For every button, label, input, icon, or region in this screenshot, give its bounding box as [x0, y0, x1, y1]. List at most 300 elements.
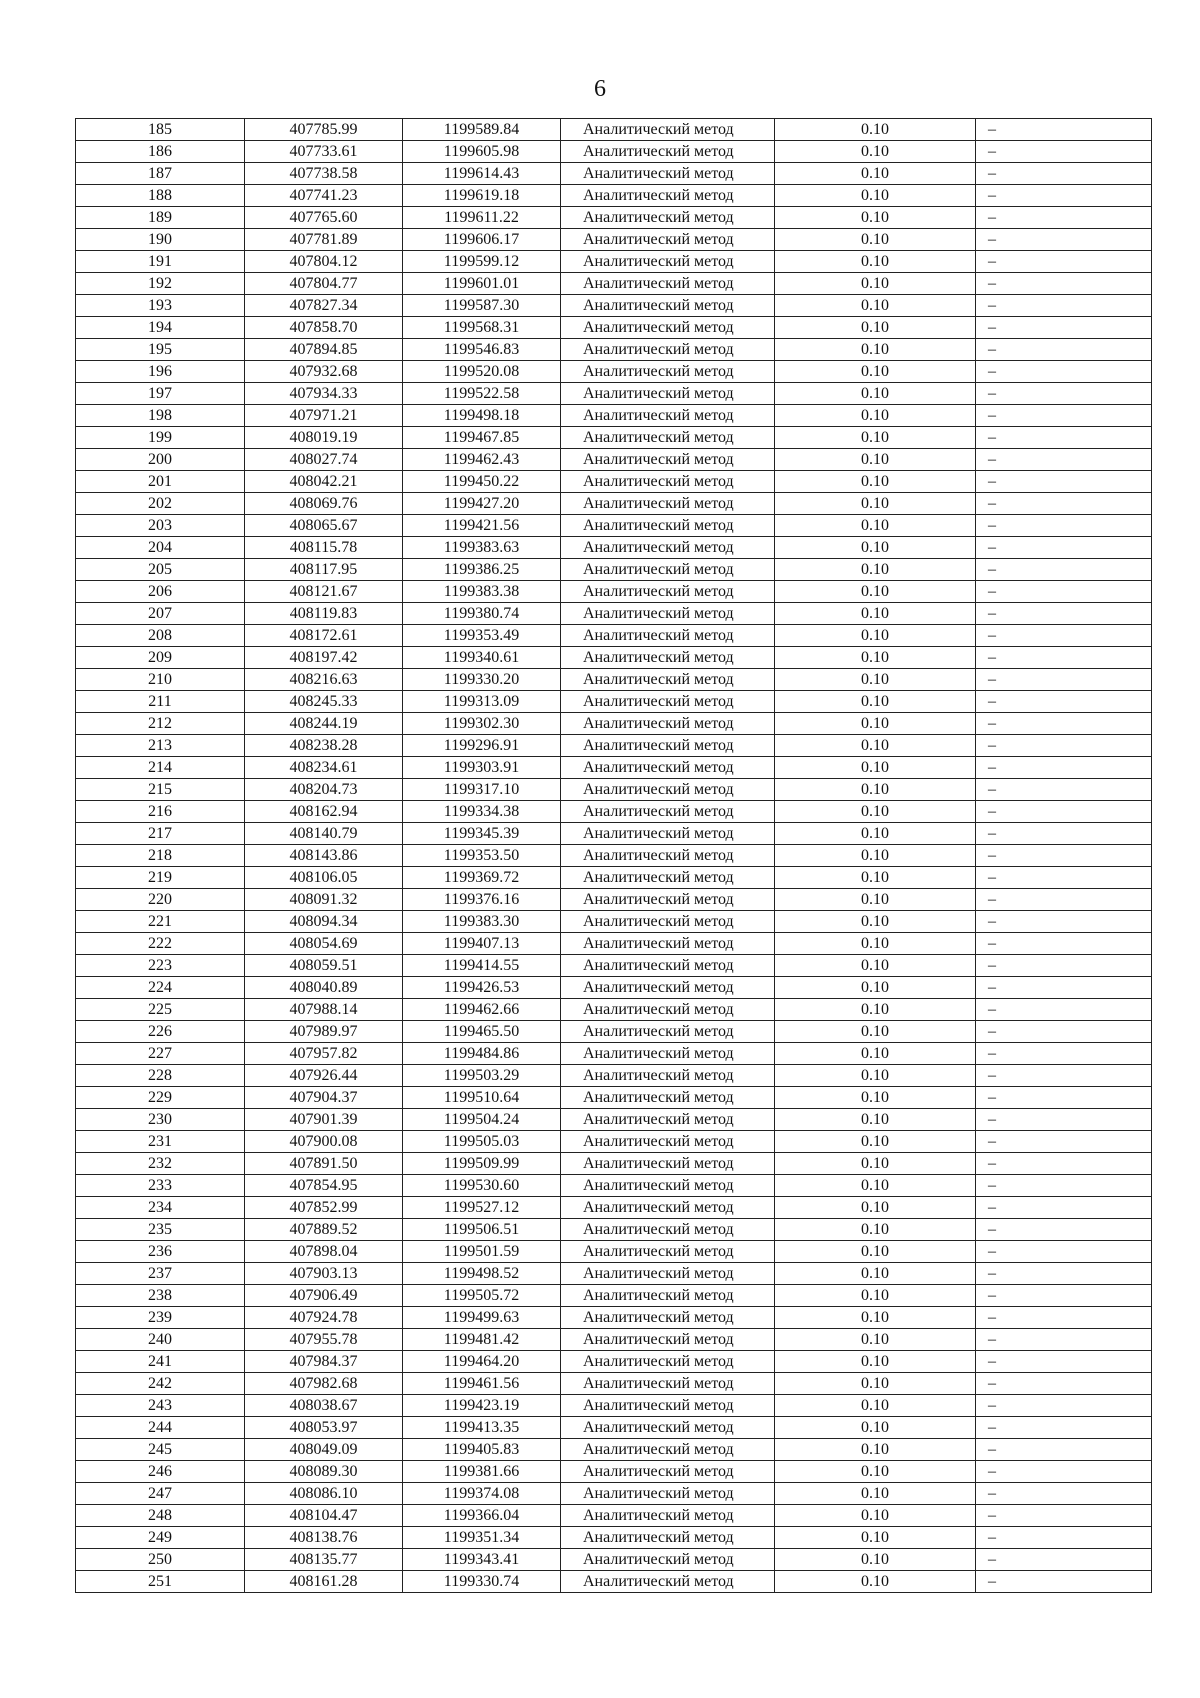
- x-coordinate-cell: 407900.08: [245, 1131, 403, 1153]
- point-number-cell: 212: [76, 713, 245, 735]
- point-number-cell: 204: [76, 537, 245, 559]
- table-row: [76, 251, 1152, 273]
- description-cell: –: [976, 1571, 1152, 1593]
- description-cell: –: [976, 1373, 1152, 1395]
- precision-cell: 0.10: [775, 1021, 976, 1043]
- x-coordinate-cell: 408135.77: [245, 1549, 403, 1571]
- point-number-cell: 239: [76, 1307, 245, 1329]
- table-row: [76, 559, 1152, 581]
- point-number-cell: 245: [76, 1439, 245, 1461]
- x-coordinate-cell: 408059.51: [245, 955, 403, 977]
- x-coordinate-cell: 408094.34: [245, 911, 403, 933]
- y-coordinate-cell: 1199505.72: [403, 1285, 561, 1307]
- precision-cell: 0.10: [775, 1175, 976, 1197]
- table-row: [76, 1153, 1152, 1175]
- y-coordinate-cell: 1199345.39: [403, 823, 561, 845]
- y-coordinate-cell: 1199296.91: [403, 735, 561, 757]
- point-number-cell: 206: [76, 581, 245, 603]
- y-coordinate-cell: 1199499.63: [403, 1307, 561, 1329]
- precision-cell: 0.10: [775, 581, 976, 603]
- x-coordinate-cell: 407971.21: [245, 405, 403, 427]
- y-coordinate-cell: 1199351.34: [403, 1527, 561, 1549]
- precision-cell: 0.10: [775, 1087, 976, 1109]
- method-cell: Аналитический метод: [561, 1241, 775, 1263]
- precision-cell: 0.10: [775, 1351, 976, 1373]
- method-cell: Аналитический метод: [561, 1505, 775, 1527]
- table-row: [76, 207, 1152, 229]
- y-coordinate-cell: 1199405.83: [403, 1439, 561, 1461]
- point-number-cell: 210: [76, 669, 245, 691]
- description-cell: –: [976, 823, 1152, 845]
- x-coordinate-cell: 407889.52: [245, 1219, 403, 1241]
- table-row: [76, 1263, 1152, 1285]
- x-coordinate-cell: 407898.04: [245, 1241, 403, 1263]
- precision-cell: 0.10: [775, 603, 976, 625]
- y-coordinate-cell: 1199383.30: [403, 911, 561, 933]
- method-cell: Аналитический метод: [561, 1439, 775, 1461]
- method-cell: Аналитический метод: [561, 845, 775, 867]
- y-coordinate-cell: 1199522.58: [403, 383, 561, 405]
- x-coordinate-cell: 408143.86: [245, 845, 403, 867]
- point-number-cell: 209: [76, 647, 245, 669]
- method-cell: Аналитический метод: [561, 735, 775, 757]
- description-cell: –: [976, 603, 1152, 625]
- method-cell: Аналитический метод: [561, 1395, 775, 1417]
- x-coordinate-cell: 408038.67: [245, 1395, 403, 1417]
- x-coordinate-cell: 407932.68: [245, 361, 403, 383]
- description-cell: –: [976, 977, 1152, 999]
- table-row: [76, 229, 1152, 251]
- method-cell: Аналитический метод: [561, 1043, 775, 1065]
- table-row: [76, 977, 1152, 999]
- x-coordinate-cell: 407733.61: [245, 141, 403, 163]
- description-cell: –: [976, 889, 1152, 911]
- point-number-cell: 244: [76, 1417, 245, 1439]
- point-number-cell: 214: [76, 757, 245, 779]
- point-number-cell: 221: [76, 911, 245, 933]
- table-row: [76, 449, 1152, 471]
- precision-cell: 0.10: [775, 207, 976, 229]
- y-coordinate-cell: 1199343.41: [403, 1549, 561, 1571]
- description-cell: –: [976, 735, 1152, 757]
- x-coordinate-cell: 407903.13: [245, 1263, 403, 1285]
- y-coordinate-cell: 1199369.72: [403, 867, 561, 889]
- description-cell: –: [976, 119, 1152, 141]
- point-number-cell: 232: [76, 1153, 245, 1175]
- method-cell: Аналитический метод: [561, 185, 775, 207]
- point-number-cell: 216: [76, 801, 245, 823]
- precision-cell: 0.10: [775, 735, 976, 757]
- precision-cell: 0.10: [775, 339, 976, 361]
- x-coordinate-cell: 408244.19: [245, 713, 403, 735]
- method-cell: Аналитический метод: [561, 119, 775, 141]
- x-coordinate-cell: 408115.78: [245, 537, 403, 559]
- x-coordinate-cell: 407738.58: [245, 163, 403, 185]
- method-cell: Аналитический метод: [561, 1087, 775, 1109]
- precision-cell: 0.10: [775, 559, 976, 581]
- table-row: [76, 1373, 1152, 1395]
- x-coordinate-cell: 407988.14: [245, 999, 403, 1021]
- y-coordinate-cell: 1199380.74: [403, 603, 561, 625]
- precision-cell: 0.10: [775, 1065, 976, 1087]
- description-cell: –: [976, 933, 1152, 955]
- point-number-cell: 187: [76, 163, 245, 185]
- x-coordinate-cell: 408117.95: [245, 559, 403, 581]
- description-cell: –: [976, 779, 1152, 801]
- y-coordinate-cell: 1199505.03: [403, 1131, 561, 1153]
- x-coordinate-cell: 408049.09: [245, 1439, 403, 1461]
- method-cell: Аналитический метод: [561, 779, 775, 801]
- method-cell: Аналитический метод: [561, 383, 775, 405]
- precision-cell: 0.10: [775, 1505, 976, 1527]
- y-coordinate-cell: 1199568.31: [403, 317, 561, 339]
- table-row: [76, 889, 1152, 911]
- description-cell: –: [976, 1175, 1152, 1197]
- x-coordinate-cell: 407765.60: [245, 207, 403, 229]
- description-cell: –: [976, 317, 1152, 339]
- description-cell: –: [976, 1285, 1152, 1307]
- point-number-cell: 233: [76, 1175, 245, 1197]
- x-coordinate-cell: 408234.61: [245, 757, 403, 779]
- description-cell: –: [976, 1263, 1152, 1285]
- method-cell: Аналитический метод: [561, 603, 775, 625]
- point-number-cell: 207: [76, 603, 245, 625]
- table-row: [76, 669, 1152, 691]
- x-coordinate-cell: 408197.42: [245, 647, 403, 669]
- y-coordinate-cell: 1199503.29: [403, 1065, 561, 1087]
- precision-cell: 0.10: [775, 537, 976, 559]
- y-coordinate-cell: 1199426.53: [403, 977, 561, 999]
- y-coordinate-cell: 1199498.52: [403, 1263, 561, 1285]
- description-cell: –: [976, 999, 1152, 1021]
- table-row: [76, 691, 1152, 713]
- precision-cell: 0.10: [775, 977, 976, 999]
- y-coordinate-cell: 1199465.50: [403, 1021, 561, 1043]
- description-cell: –: [976, 1131, 1152, 1153]
- precision-cell: 0.10: [775, 999, 976, 1021]
- y-coordinate-cell: 1199353.49: [403, 625, 561, 647]
- y-coordinate-cell: 1199498.18: [403, 405, 561, 427]
- y-coordinate-cell: 1199366.04: [403, 1505, 561, 1527]
- precision-cell: 0.10: [775, 229, 976, 251]
- point-number-cell: 235: [76, 1219, 245, 1241]
- x-coordinate-cell: 407955.78: [245, 1329, 403, 1351]
- method-cell: Аналитический метод: [561, 295, 775, 317]
- table-row: [76, 1021, 1152, 1043]
- description-cell: –: [976, 1395, 1152, 1417]
- y-coordinate-cell: 1199374.08: [403, 1483, 561, 1505]
- point-number-cell: 229: [76, 1087, 245, 1109]
- description-cell: –: [976, 669, 1152, 691]
- y-coordinate-cell: 1199407.13: [403, 933, 561, 955]
- y-coordinate-cell: 1199599.12: [403, 251, 561, 273]
- method-cell: Аналитический метод: [561, 361, 775, 383]
- x-coordinate-cell: 408119.83: [245, 603, 403, 625]
- y-coordinate-cell: 1199450.22: [403, 471, 561, 493]
- table-row: [76, 1131, 1152, 1153]
- method-cell: Аналитический метод: [561, 1483, 775, 1505]
- x-coordinate-cell: 408019.19: [245, 427, 403, 449]
- method-cell: Аналитический метод: [561, 207, 775, 229]
- y-coordinate-cell: 1199501.59: [403, 1241, 561, 1263]
- x-coordinate-cell: 408040.89: [245, 977, 403, 999]
- y-coordinate-cell: 1199353.50: [403, 845, 561, 867]
- precision-cell: 0.10: [775, 1439, 976, 1461]
- precision-cell: 0.10: [775, 845, 976, 867]
- precision-cell: 0.10: [775, 361, 976, 383]
- method-cell: Аналитический метод: [561, 691, 775, 713]
- table-row: [76, 735, 1152, 757]
- x-coordinate-cell: 407934.33: [245, 383, 403, 405]
- description-cell: –: [976, 251, 1152, 273]
- point-number-cell: 249: [76, 1527, 245, 1549]
- x-coordinate-cell: 408216.63: [245, 669, 403, 691]
- method-cell: Аналитический метод: [561, 713, 775, 735]
- precision-cell: 0.10: [775, 185, 976, 207]
- method-cell: Аналитический метод: [561, 757, 775, 779]
- method-cell: Аналитический метод: [561, 1021, 775, 1043]
- description-cell: –: [976, 1241, 1152, 1263]
- method-cell: Аналитический метод: [561, 647, 775, 669]
- table-row: [76, 933, 1152, 955]
- method-cell: Аналитический метод: [561, 889, 775, 911]
- precision-cell: 0.10: [775, 383, 976, 405]
- method-cell: Аналитический метод: [561, 1065, 775, 1087]
- x-coordinate-cell: 407827.34: [245, 295, 403, 317]
- description-cell: –: [976, 493, 1152, 515]
- x-coordinate-cell: 407804.12: [245, 251, 403, 273]
- point-number-cell: 237: [76, 1263, 245, 1285]
- precision-cell: 0.10: [775, 1307, 976, 1329]
- point-number-cell: 218: [76, 845, 245, 867]
- precision-cell: 0.10: [775, 141, 976, 163]
- method-cell: Аналитический метод: [561, 405, 775, 427]
- description-cell: –: [976, 1483, 1152, 1505]
- point-number-cell: 185: [76, 119, 245, 141]
- description-cell: –: [976, 757, 1152, 779]
- y-coordinate-cell: 1199605.98: [403, 141, 561, 163]
- description-cell: –: [976, 361, 1152, 383]
- point-number-cell: 234: [76, 1197, 245, 1219]
- method-cell: Аналитический метод: [561, 1351, 775, 1373]
- method-cell: Аналитический метод: [561, 823, 775, 845]
- table-row: [76, 1351, 1152, 1373]
- description-cell: –: [976, 1439, 1152, 1461]
- point-number-cell: 213: [76, 735, 245, 757]
- description-cell: –: [976, 1153, 1152, 1175]
- x-coordinate-cell: 407982.68: [245, 1373, 403, 1395]
- description-cell: –: [976, 1087, 1152, 1109]
- description-cell: –: [976, 845, 1152, 867]
- precision-cell: 0.10: [775, 1109, 976, 1131]
- x-coordinate-cell: 408091.32: [245, 889, 403, 911]
- point-number-cell: 238: [76, 1285, 245, 1307]
- precision-cell: 0.10: [775, 933, 976, 955]
- table-row: [76, 1571, 1152, 1593]
- point-number-cell: 215: [76, 779, 245, 801]
- y-coordinate-cell: 1199606.17: [403, 229, 561, 251]
- precision-cell: 0.10: [775, 779, 976, 801]
- x-coordinate-cell: 407785.99: [245, 119, 403, 141]
- description-cell: –: [976, 1043, 1152, 1065]
- table-row: [76, 757, 1152, 779]
- table-row: [76, 1329, 1152, 1351]
- description-cell: –: [976, 559, 1152, 581]
- method-cell: Аналитический метод: [561, 229, 775, 251]
- table-row: [76, 1505, 1152, 1527]
- precision-cell: 0.10: [775, 1329, 976, 1351]
- point-number-cell: 236: [76, 1241, 245, 1263]
- x-coordinate-cell: 408027.74: [245, 449, 403, 471]
- method-cell: Аналитический метод: [561, 1373, 775, 1395]
- point-number-cell: 242: [76, 1373, 245, 1395]
- y-coordinate-cell: 1199467.85: [403, 427, 561, 449]
- point-number-cell: 225: [76, 999, 245, 1021]
- method-cell: Аналитический метод: [561, 801, 775, 823]
- x-coordinate-cell: 407957.82: [245, 1043, 403, 1065]
- y-coordinate-cell: 1199530.60: [403, 1175, 561, 1197]
- y-coordinate-cell: 1199509.99: [403, 1153, 561, 1175]
- table-row: [76, 1087, 1152, 1109]
- description-cell: –: [976, 383, 1152, 405]
- method-cell: Аналитический метод: [561, 1263, 775, 1285]
- description-cell: –: [976, 427, 1152, 449]
- table-row: [76, 339, 1152, 361]
- x-coordinate-cell: 408104.47: [245, 1505, 403, 1527]
- table-row: [76, 405, 1152, 427]
- precision-cell: 0.10: [775, 471, 976, 493]
- y-coordinate-cell: 1199313.09: [403, 691, 561, 713]
- point-number-cell: 241: [76, 1351, 245, 1373]
- x-coordinate-cell: 408053.97: [245, 1417, 403, 1439]
- table-row: [76, 581, 1152, 603]
- x-coordinate-cell: 407901.39: [245, 1109, 403, 1131]
- description-cell: –: [976, 449, 1152, 471]
- method-cell: Аналитический метод: [561, 559, 775, 581]
- method-cell: Аналитический метод: [561, 1153, 775, 1175]
- table-row: [76, 273, 1152, 295]
- method-cell: Аналитический метод: [561, 625, 775, 647]
- x-coordinate-cell: 408054.69: [245, 933, 403, 955]
- coordinates-table-body: [76, 119, 1152, 1593]
- y-coordinate-cell: 1199376.16: [403, 889, 561, 911]
- precision-cell: 0.10: [775, 119, 976, 141]
- method-cell: Аналитический метод: [561, 493, 775, 515]
- method-cell: Аналитический метод: [561, 427, 775, 449]
- x-coordinate-cell: 407781.89: [245, 229, 403, 251]
- method-cell: Аналитический метод: [561, 1219, 775, 1241]
- table-row: [76, 537, 1152, 559]
- y-coordinate-cell: 1199527.12: [403, 1197, 561, 1219]
- description-cell: –: [976, 647, 1152, 669]
- point-number-cell: 228: [76, 1065, 245, 1087]
- description-cell: –: [976, 1307, 1152, 1329]
- x-coordinate-cell: 408204.73: [245, 779, 403, 801]
- x-coordinate-cell: 407854.95: [245, 1175, 403, 1197]
- point-number-cell: 190: [76, 229, 245, 251]
- y-coordinate-cell: 1199619.18: [403, 185, 561, 207]
- table-row: [76, 845, 1152, 867]
- precision-cell: 0.10: [775, 1571, 976, 1593]
- method-cell: Аналитический метод: [561, 955, 775, 977]
- y-coordinate-cell: 1199506.51: [403, 1219, 561, 1241]
- table-row: [76, 911, 1152, 933]
- point-number-cell: 200: [76, 449, 245, 471]
- y-coordinate-cell: 1199464.20: [403, 1351, 561, 1373]
- table-row: [76, 1549, 1152, 1571]
- y-coordinate-cell: 1199587.30: [403, 295, 561, 317]
- description-cell: –: [976, 229, 1152, 251]
- method-cell: Аналитический метод: [561, 515, 775, 537]
- method-cell: Аналитический метод: [561, 471, 775, 493]
- y-coordinate-cell: 1199423.19: [403, 1395, 561, 1417]
- description-cell: –: [976, 1351, 1152, 1373]
- y-coordinate-cell: 1199484.86: [403, 1043, 561, 1065]
- point-number-cell: 208: [76, 625, 245, 647]
- x-coordinate-cell: 407984.37: [245, 1351, 403, 1373]
- precision-cell: 0.10: [775, 1153, 976, 1175]
- point-number-cell: 220: [76, 889, 245, 911]
- method-cell: Аналитический метод: [561, 1417, 775, 1439]
- method-cell: Аналитический метод: [561, 581, 775, 603]
- table-row: [76, 1109, 1152, 1131]
- y-coordinate-cell: 1199386.25: [403, 559, 561, 581]
- description-cell: –: [976, 1021, 1152, 1043]
- precision-cell: 0.10: [775, 251, 976, 273]
- point-number-cell: 195: [76, 339, 245, 361]
- x-coordinate-cell: 408069.76: [245, 493, 403, 515]
- description-cell: –: [976, 1527, 1152, 1549]
- page-number: 6: [594, 76, 606, 102]
- x-coordinate-cell: 408161.28: [245, 1571, 403, 1593]
- y-coordinate-cell: 1199317.10: [403, 779, 561, 801]
- table-row: [76, 119, 1152, 141]
- precision-cell: 0.10: [775, 955, 976, 977]
- precision-cell: 0.10: [775, 317, 976, 339]
- point-number-cell: 197: [76, 383, 245, 405]
- table-row: [76, 867, 1152, 889]
- x-coordinate-cell: 407989.97: [245, 1021, 403, 1043]
- description-cell: –: [976, 405, 1152, 427]
- table-row: [76, 713, 1152, 735]
- point-number-cell: 199: [76, 427, 245, 449]
- precision-cell: 0.10: [775, 1241, 976, 1263]
- x-coordinate-cell: 408121.67: [245, 581, 403, 603]
- x-coordinate-cell: 407904.37: [245, 1087, 403, 1109]
- y-coordinate-cell: 1199614.43: [403, 163, 561, 185]
- table-row: [76, 317, 1152, 339]
- point-number-cell: 188: [76, 185, 245, 207]
- x-coordinate-cell: 407741.23: [245, 185, 403, 207]
- table-row: [76, 163, 1152, 185]
- precision-cell: 0.10: [775, 1219, 976, 1241]
- table-row: [76, 801, 1152, 823]
- precision-cell: 0.10: [775, 1549, 976, 1571]
- point-number-cell: 202: [76, 493, 245, 515]
- precision-cell: 0.10: [775, 1043, 976, 1065]
- table-row: [76, 515, 1152, 537]
- point-number-cell: 193: [76, 295, 245, 317]
- y-coordinate-cell: 1199504.24: [403, 1109, 561, 1131]
- y-coordinate-cell: 1199413.35: [403, 1417, 561, 1439]
- x-coordinate-cell: 407894.85: [245, 339, 403, 361]
- method-cell: Аналитический метод: [561, 867, 775, 889]
- y-coordinate-cell: 1199421.56: [403, 515, 561, 537]
- point-number-cell: 194: [76, 317, 245, 339]
- x-coordinate-cell: 408089.30: [245, 1461, 403, 1483]
- precision-cell: 0.10: [775, 295, 976, 317]
- precision-cell: 0.10: [775, 713, 976, 735]
